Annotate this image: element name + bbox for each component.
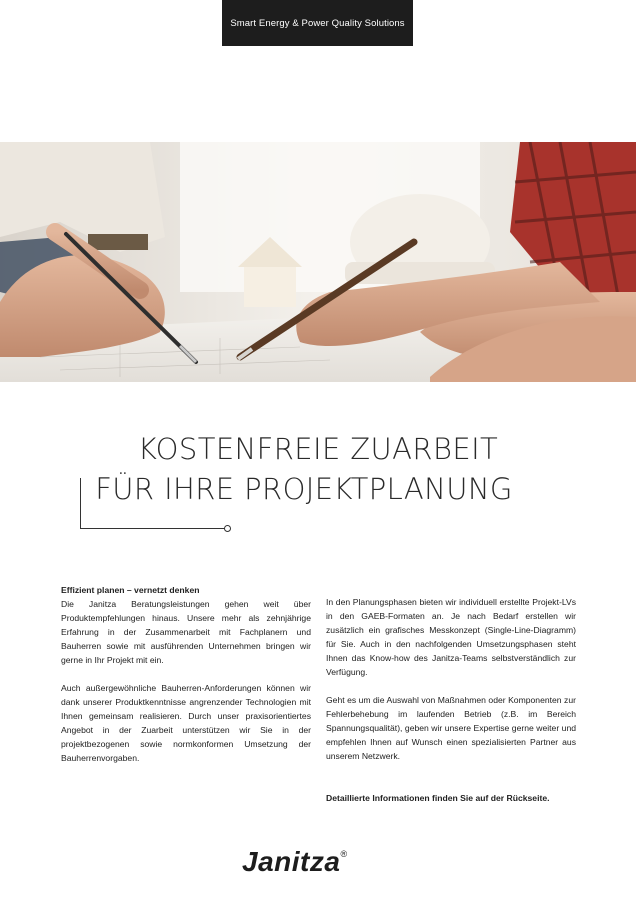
hero-photo: [0, 142, 636, 382]
left-column-paragraph-1: Die Janitza Beratungsleistungen gehen weit über Produktempfehlungen hinaus. Unsere mehr als zehnjährige Erfahrung in der Zusammenarbeit mit Fachplanern und Bauherren sowie mit ausführenden Unternehmen bringen wir gerne in Ihr Projekt mit ein.: [61, 599, 311, 665]
right-column-paragraph-2: Geht es um die Auswahl von Maßnahmen oder Komponenten zur Fehlerbehebung im laufenden Betrieb (z.B. im Bereich Spannungsqualität), geben wir unsere Expertise gerne weiter und empfehlen Ihnen auf Wunsch einen spezialisierten Partner aus unserem Netzwerk.: [326, 695, 576, 761]
right-column-note: Detaillierte Informationen finden Sie auf der Rückseite.: [326, 793, 550, 803]
left-column-heading: Effizient planen – vernetzt denken: [61, 585, 200, 595]
decorative-line-horizontal: [80, 528, 226, 529]
right-column-paragraph-1: In den Planungsphasen bieten wir individuell erstellte Projekt-LVs in den GAEB-Formaten an. Je nach Bedarf erstellen wir zusätzlich ein grafisches Messkonzept (Single-Line-Diagramm) für Sie. Auch in den nachfolgenden Umsetzungsphasen steht Ihnen das Know-how des Janitza-Teams selbstverständlich zur Verfügung.: [326, 597, 576, 677]
headline-line-2: FÜR IHRE PROJEKTPLANUNG: [95, 472, 513, 506]
left-column: [61, 583, 311, 779]
decorative-line-vertical: [80, 478, 81, 529]
janitza-logo: [242, 846, 348, 878]
right-column: [326, 595, 576, 819]
decorative-line-end-dot: [224, 525, 231, 532]
tagline-text: Smart Energy & Power Quality Solutions: [230, 17, 405, 29]
registered-mark: ®: [340, 848, 348, 859]
headline-line-1: KOSTENFREIE ZUARBEIT: [137, 432, 499, 466]
left-column-paragraph-2: Auch außergewöhnliche Bauherren-Anforderungen können wir dank unserer Produktkenntnisse angrenzender Technologien mit Ihnen gemeinsam realisieren. Durch unser praxisorientiertes Angebot in der Zuarbeit unterstützen wir Sie in der projektbezogenen sowie normkonformen Umsetzung der Bauherrenvorgaben.: [61, 683, 311, 763]
logo-text: Janitza: [242, 846, 341, 877]
hero-photo-illustration: [0, 142, 636, 382]
tagline-banner: [222, 0, 413, 46]
